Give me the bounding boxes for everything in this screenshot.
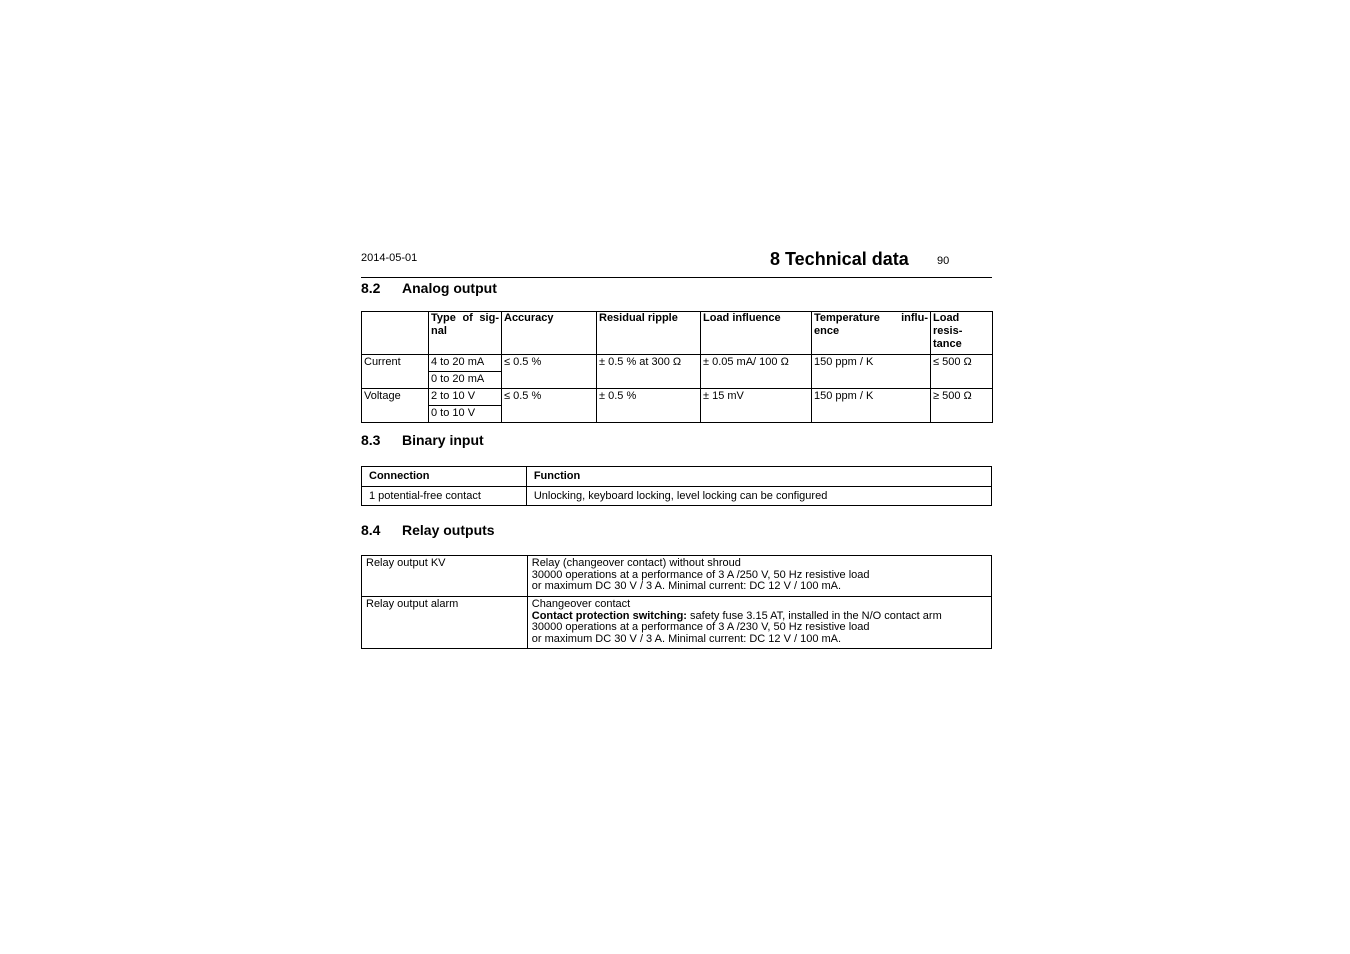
header-function: Function <box>526 467 991 487</box>
cell-signal: 4 to 20 mA <box>429 355 502 372</box>
header-text: ence <box>814 325 840 337</box>
section-title: Analog output <box>402 280 497 296</box>
description-line: 30000 operations at a performance of 3 A /230 V, 50 Hz resistive load <box>531 621 870 633</box>
description-line: Relay (changeover contact) without shroud <box>531 557 741 569</box>
description-text: safety fuse 3.15 AT, installed in the N/O contact arm <box>686 609 942 622</box>
section-number: 8.3 <box>361 432 381 448</box>
header-text: nal <box>431 325 447 337</box>
header-text: Type of sig- <box>431 312 499 324</box>
header-temperature-influence <box>812 312 931 355</box>
table-header-row <box>362 312 993 355</box>
table-header-row <box>362 467 992 487</box>
analog-output-table <box>361 311 993 423</box>
cell-relay-alarm-description <box>527 597 991 649</box>
header-text: resis- <box>933 325 963 337</box>
section-number: 8.4 <box>361 522 381 538</box>
section-heading-relay-outputs <box>361 522 495 538</box>
page-number: 90 <box>937 255 950 267</box>
cell-temperature: 150 ppm / K <box>812 389 931 423</box>
header-rule <box>361 277 992 278</box>
table-row <box>362 597 992 649</box>
binary-input-table <box>361 466 992 506</box>
header-load-resistance <box>931 312 993 355</box>
chapter-title: 8 Technical data <box>770 249 909 269</box>
section-title: Relay outputs <box>402 522 495 538</box>
table-row <box>362 556 992 597</box>
cell-relay-kv-description <box>527 556 991 597</box>
header-text: Temperature influ- <box>814 312 928 324</box>
header-residual-ripple: Residual ripple <box>597 312 701 355</box>
cell-accuracy: ≤ 0.5 % <box>502 355 597 389</box>
description-line: or maximum DC 30 V / 3 A. Minimal current: DC 12 V / 100 mA. <box>531 632 842 645</box>
cell-function: Unlocking, keyboard locking, level locking can be configured <box>526 487 991 506</box>
header-connection: Connection <box>362 467 527 487</box>
cell-connection: 1 potential-free contact <box>362 487 527 506</box>
cell-signal: 0 to 20 mA <box>429 372 502 389</box>
table-row <box>362 389 993 406</box>
relay-outputs-table <box>361 555 992 649</box>
cell-load-influence: ± 15 mV <box>701 389 812 423</box>
header-type-of-signal <box>429 312 502 355</box>
row-label-voltage: Voltage <box>362 389 429 423</box>
header-load-influence: Load influence <box>701 312 812 355</box>
header-text: Load <box>933 312 960 324</box>
cell-signal: 0 to 10 V <box>429 406 502 423</box>
cell-load-resistance: ≤ 500 Ω <box>931 355 993 389</box>
cell-temperature: 150 ppm / K <box>812 355 931 389</box>
table-row <box>362 487 992 506</box>
cell-ripple: ± 0.5 % at 300 Ω <box>597 355 701 389</box>
cell-accuracy: ≤ 0.5 % <box>502 389 597 423</box>
section-heading-analog-output <box>361 280 497 296</box>
section-heading-binary-input <box>361 432 484 448</box>
header-date: 2014-05-01 <box>361 252 418 264</box>
cell-load-influence: ± 0.05 mA/ 100 Ω <box>701 355 812 389</box>
cell-ripple: ± 0.5 % <box>597 389 701 423</box>
row-label-relay-output-alarm: Relay output alarm <box>362 597 528 649</box>
section-number: 8.2 <box>361 280 381 296</box>
header-text: tance <box>933 338 962 350</box>
cell-signal: 2 to 10 V <box>429 389 502 406</box>
description-line: Changeover contact <box>531 598 631 610</box>
row-label-current: Current <box>362 355 429 389</box>
table-row <box>362 355 993 372</box>
bold-label: Contact protection switching: <box>531 609 687 622</box>
description-line: 30000 operations at a performance of 3 A /250 V, 50 Hz resistive load <box>531 568 870 581</box>
section-title: Binary input <box>402 432 484 448</box>
row-label-relay-output-kv: Relay output KV <box>362 556 528 597</box>
cell-load-resistance: ≥ 500 Ω <box>931 389 993 423</box>
header-empty <box>362 312 429 355</box>
header-accuracy: Accuracy <box>502 312 597 355</box>
description-line: or maximum DC 30 V / 3 A. Minimal current: DC 12 V / 100 mA. <box>531 580 842 592</box>
